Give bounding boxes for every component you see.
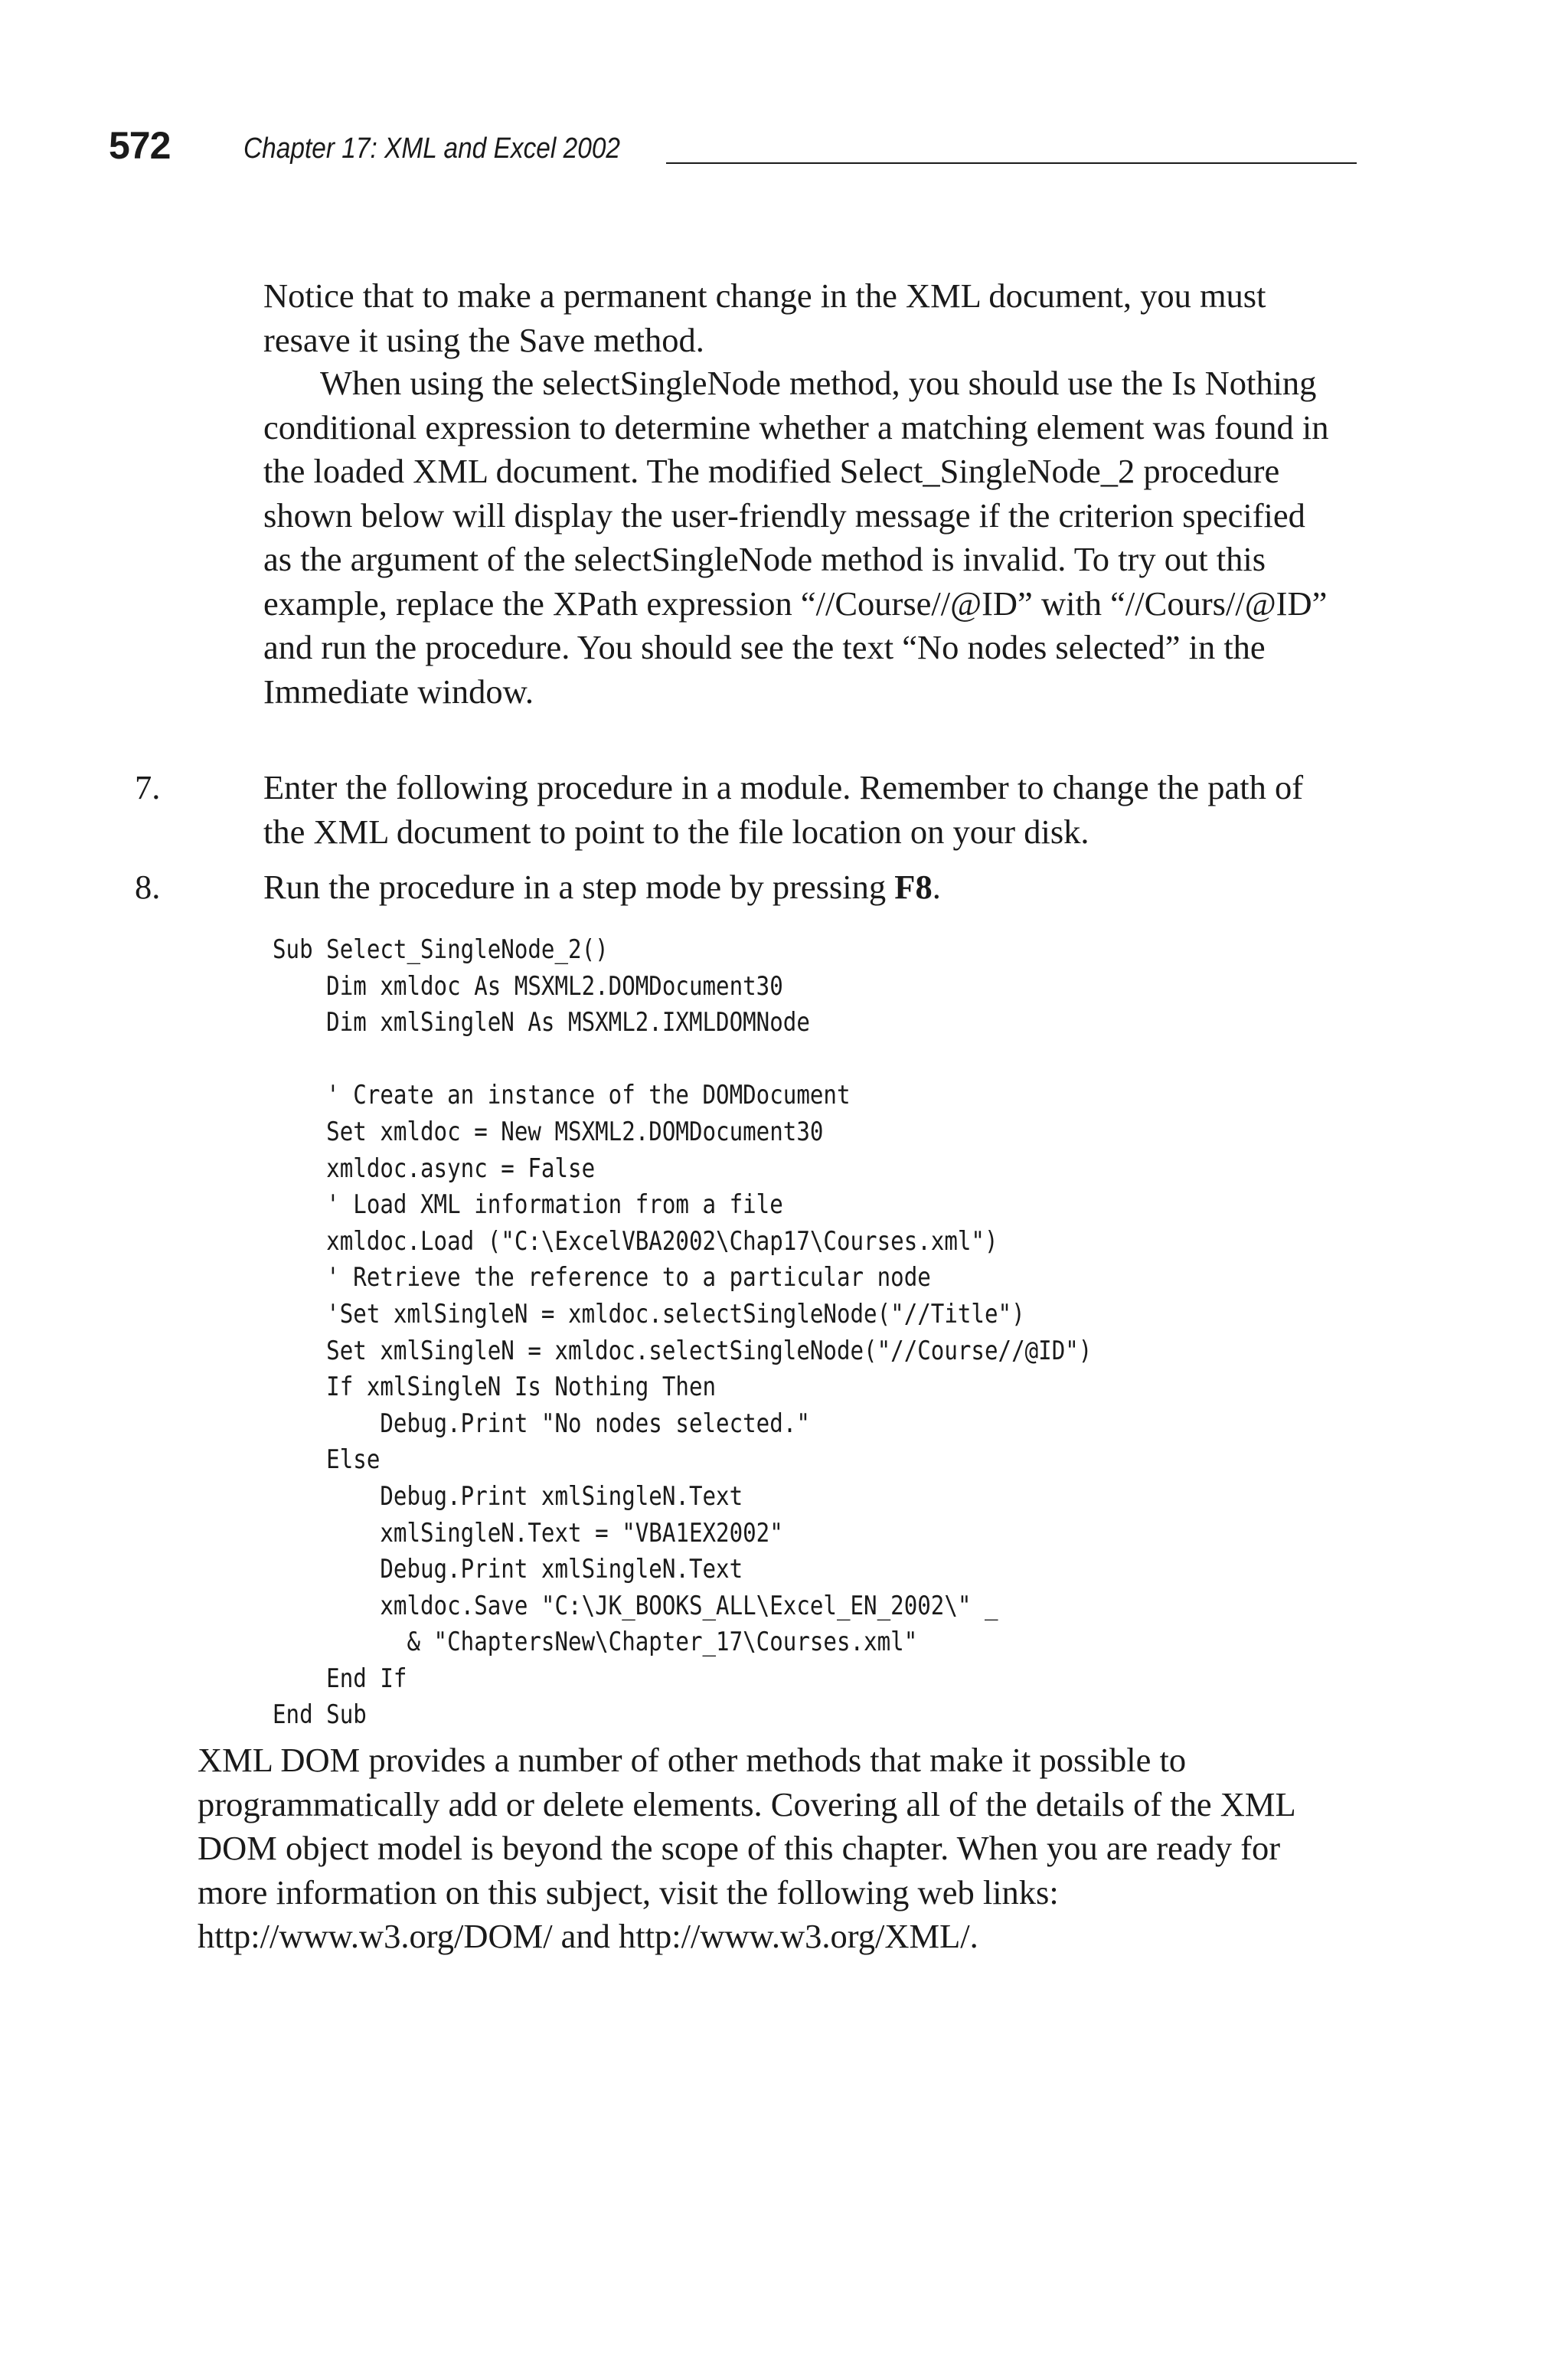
code-line: End Sub xyxy=(273,1699,367,1730)
code-line: Set xmlSingleN = xmldoc.selectSingleNode("//Course//@ID") xyxy=(273,1335,1093,1365)
closing-paragraph: XML DOM provides a number of other methods that make it possible to programmatically add or delete elements. Covering all of the details of the XML DOM object model is beyond the scope of this chapter. When you are ready for more information on this subject, visit the following web links: http://www.w3.org/DOM/ and http://www.w3.org/XML/. xyxy=(198,1741,1295,1955)
code-line: Else xyxy=(273,1444,381,1475)
step-text: Enter the following procedure in a module. Remember to change the path of the XML document to point to the file location on your disk. xyxy=(263,768,1304,851)
paragraph-save-note: Notice that to make a permanent change in the XML document, you must resave it using the Save method. xyxy=(263,276,1266,359)
step-7 xyxy=(135,766,1346,854)
code-line: If xmlSingleN Is Nothing Then xyxy=(273,1372,717,1402)
code-line: ' Retrieve the reference to a particular node xyxy=(273,1262,931,1293)
step-text-main: Run the procedure in a step mode by pressing xyxy=(263,868,895,906)
code-line: Debug.Print "No nodes selected." xyxy=(273,1408,810,1438)
code-line: ' Load XML information from a file xyxy=(273,1189,783,1220)
code-line: xmlSingleN.Text = "VBA1EX2002" xyxy=(273,1517,783,1548)
code-line: Set xmldoc = New MSXML2.DOMDocument30 xyxy=(273,1116,824,1146)
code-line xyxy=(273,1041,1272,1078)
code-line: & "ChaptersNew\Chapter_17\Courses.xml" xyxy=(273,1627,918,1657)
code-line: xmldoc.async = False xyxy=(273,1153,596,1183)
code-line: Sub Select_SingleNode_2() xyxy=(273,934,609,964)
step-8 xyxy=(135,865,1346,910)
step-text xyxy=(263,865,1346,910)
page-header xyxy=(109,123,1357,168)
step-number: 8. xyxy=(135,868,161,906)
code-line: xmldoc.Save "C:\JK_BOOKS_ALL\Excel_EN_2002\" _ xyxy=(273,1590,998,1621)
key-f8: F8 xyxy=(894,868,933,906)
code-line: Dim xmldoc As MSXML2.DOMDocument30 xyxy=(273,970,783,1001)
header-rule xyxy=(666,162,1357,164)
paragraph-select-single-node: When using the selectSingleNode method, you should use the Is Nothing conditional expression to determine whether a matching element was found in the loaded XML document. The modified Select_SingleNode_2 procedure shown below will display the user-friendly message if the criterion specified as the argument of the selectSingleNode method is invalid. To try out this example, replace the XPath expression “//Course//@ID” with “//Cours//@ID” and run the procedure. You should see the text “No nodes selected” in the Immediate window. xyxy=(263,364,1329,711)
step-number: 7. xyxy=(135,768,161,806)
code-line: 'Set xmlSingleN = xmldoc.selectSingleNode("//Title") xyxy=(273,1298,1025,1329)
code-line: Dim xmlSingleN As MSXML2.IXMLDOMNode xyxy=(273,1007,810,1038)
code-line: xmldoc.Load ("C:\ExcelVBA2002\Chap17\Courses.xml") xyxy=(273,1225,998,1256)
code-line: Debug.Print xmlSingleN.Text xyxy=(273,1554,743,1585)
code-line: Debug.Print xmlSingleN.Text xyxy=(273,1480,743,1511)
code-listing xyxy=(273,931,1272,1733)
code-line: End If xyxy=(273,1663,407,1693)
step-text-end: . xyxy=(932,868,941,906)
running-head: Chapter 17: XML and Excel 2002 xyxy=(243,132,621,165)
code-line: ' Create an instance of the DOMDocument xyxy=(273,1080,851,1110)
page-number: 572 xyxy=(109,124,171,167)
